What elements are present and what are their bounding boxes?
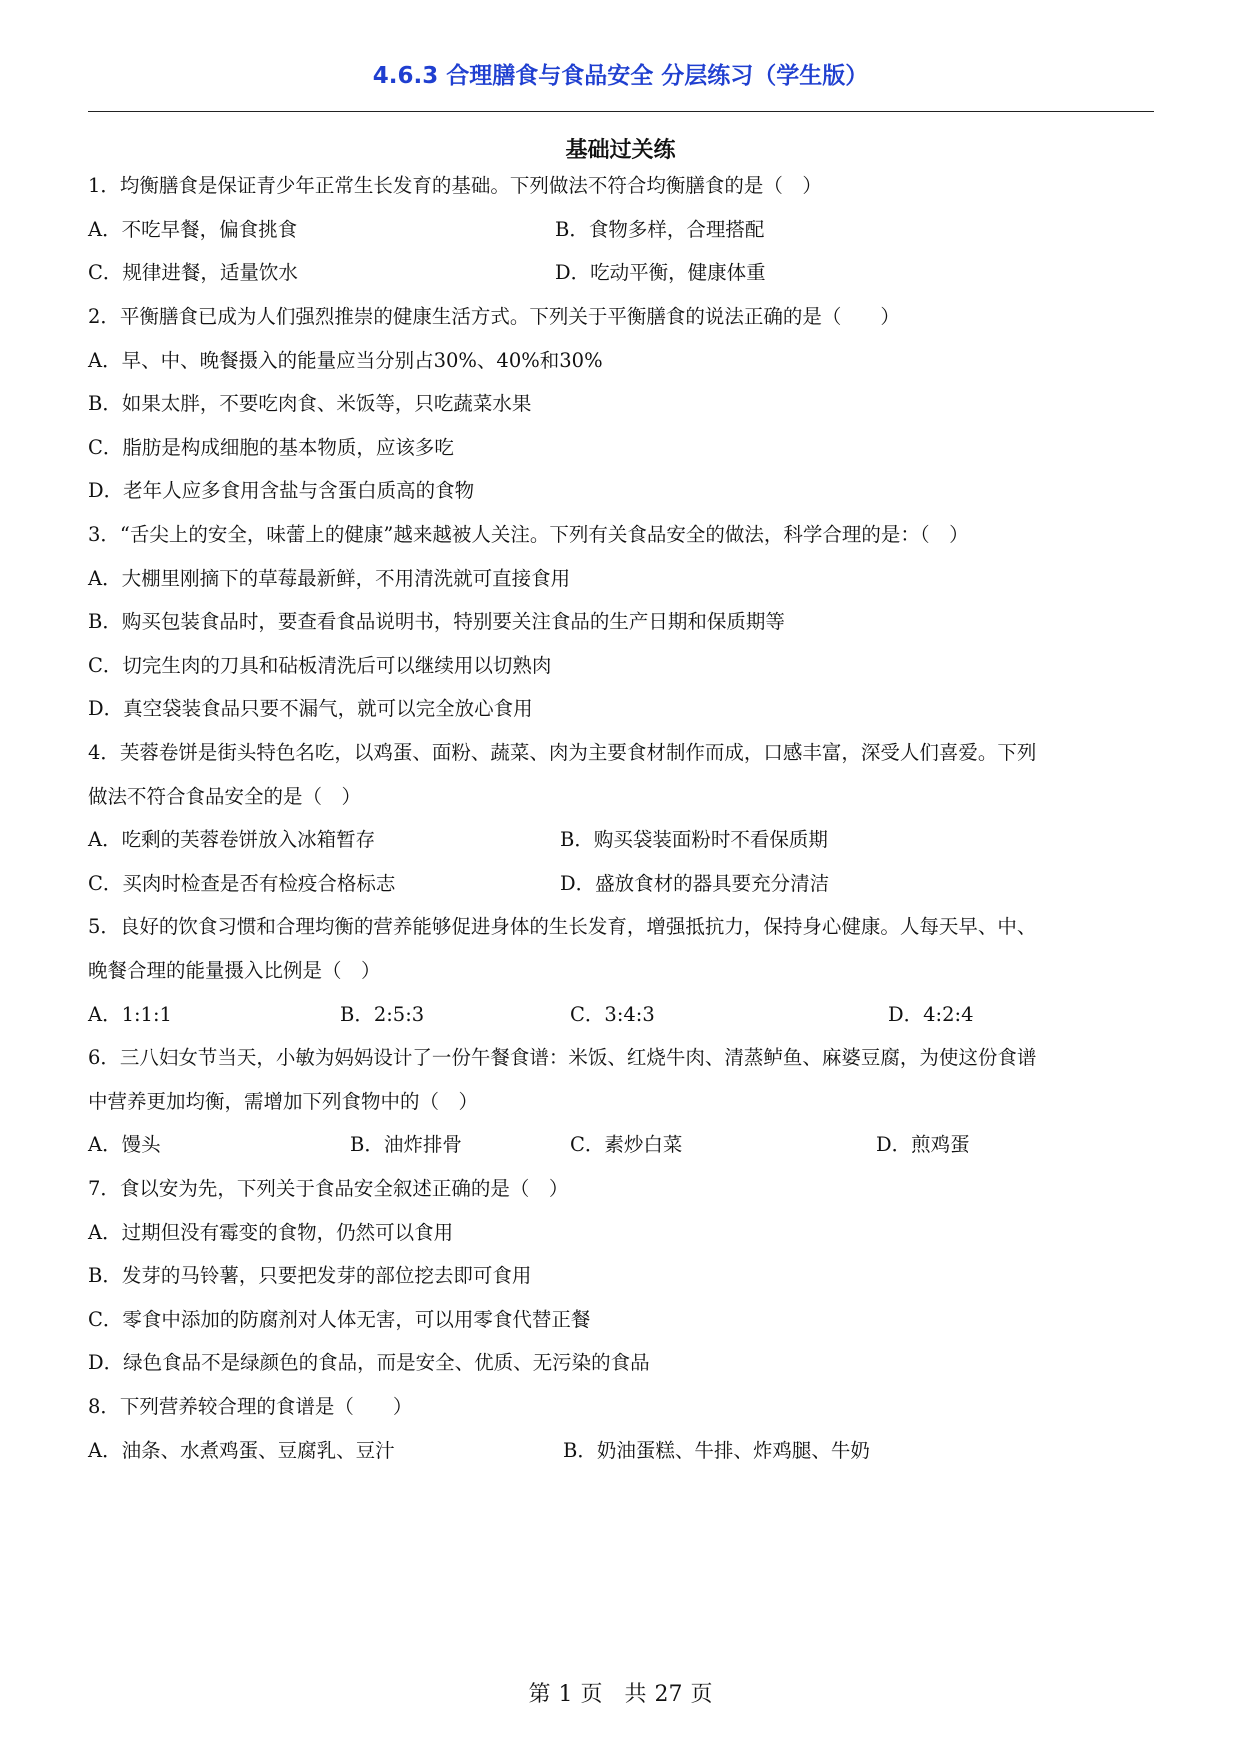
question-4-stem-line-2: 做法不符合食品安全的是（ ） (88, 785, 362, 808)
question-7-option-c: C．零食中添加的防腐剂对人体无害，可以用零食代替正餐 (88, 1308, 591, 1331)
question-8-option-a: A．油条、水煮鸡蛋、豆腐乳、豆汁 (88, 1439, 395, 1462)
footer-suffix: 页 (690, 1682, 713, 1707)
question-7-stem: 7．食以安为先，下列关于食品安全叙述正确的是（ ） (88, 1177, 569, 1200)
question-1-stem: 1．均衡膳食是保证青少年正常生长发育的基础。下列做法不符合均衡膳食的是（ ） (88, 174, 822, 197)
question-1-option-b: B．食物多样，合理搭配 (555, 218, 765, 241)
question-8-option-b: B．奶油蛋糕、牛排、炸鸡腿、牛奶 (563, 1439, 870, 1462)
question-2-option-a: A．早、中、晚餐摄入的能量应当分别占30%、40%和30% (88, 349, 603, 372)
question-5-stem-line-2: 晚餐合理的能量摄入比例是（ ） (88, 959, 381, 982)
question-2-option-c: C．脂肪是构成细胞的基本物质，应该多吃 (88, 436, 454, 459)
question-1-option-d: D．吃动平衡，健康体重 (555, 261, 766, 284)
question-4-stem-line-1: 4．芙蓉卷饼是街头特色名吃，以鸡蛋、面粉、蔬菜、肉为主要食材制作而成，口感丰富，深受人们喜爱。下列 (88, 741, 1037, 764)
current-page-number: 1 (558, 1682, 573, 1707)
question-2-option-d: D．老年人应多食用含盐与含蛋白质高的食物 (88, 479, 475, 502)
question-4-option-b: B．购买袋装面粉时不看保质期 (560, 828, 828, 851)
question-7-option-b: B．发芽的马铃薯，只要把发芽的部位挖去即可食用 (88, 1264, 532, 1287)
question-4-option-d: D．盛放食材的器具要充分清洁 (560, 872, 830, 895)
question-2-stem: 2．平衡膳食已成为人们强烈推崇的健康生活方式。下列关于平衡膳食的说法正确的是（ ） (88, 305, 900, 328)
question-8-stem: 8．下列营养较合理的食谱是（ ） (88, 1395, 413, 1418)
question-3-stem: 3．“舌尖上的安全，味蕾上的健康”越来越被人关注。下列有关食品安全的做法，科学合理的是：（ ） (88, 523, 969, 546)
question-6-option-a: A．馒头 (88, 1133, 161, 1156)
question-3-option-c: C．切完生肉的刀具和砧板清洗后可以继续用以切熟肉 (88, 654, 552, 677)
question-1-option-c: C．规律进餐，适量饮水 (88, 261, 298, 284)
question-7-option-d: D．绿色食品不是绿颜色的食品，而是安全、优质、无污染的食品 (88, 1351, 650, 1374)
question-6-stem-line-1: 6．三八妇女节当天，小敏为妈妈设计了一份午餐食谱：米饭、红烧牛肉、清蒸鲈鱼、麻婆豆腐，为使这份食谱 (88, 1046, 1037, 1069)
question-5-option-c: C．3:4:3 (570, 1003, 655, 1026)
footer-prefix: 第 (528, 1682, 551, 1707)
footer-mid: 页 共 (580, 1682, 647, 1707)
document-title: 4.6.3 合理膳食与食品安全 分层练习（学生版） (372, 63, 869, 89)
question-3-option-a: A．大棚里刚摘下的草莓最新鲜，不用清洗就可直接食用 (88, 567, 571, 590)
question-5-option-b: B．2:5:3 (340, 1003, 425, 1026)
question-5-option-a: A．1:1:1 (88, 1003, 172, 1026)
question-6-stem-line-2: 中营养更加均衡，需增加下列食物中的（ ） (88, 1090, 479, 1113)
question-6-option-d: D．煎鸡蛋 (876, 1133, 970, 1156)
question-1-option-a: A．不吃早餐，偏食挑食 (88, 218, 298, 241)
question-4-option-a: A．吃剩的芙蓉卷饼放入冰箱暂存 (88, 828, 376, 851)
page-footer (0, 1680, 1241, 1710)
question-5-stem-line-1: 5．良好的饮食习惯和合理均衡的营养能够促进身体的生长发育，增强抵抗力，保持身心健康。人每天早、中、 (88, 915, 1037, 938)
title-divider (88, 111, 1154, 112)
question-7-option-a: A．过期但没有霉变的食物，仍然可以食用 (88, 1221, 454, 1244)
question-6-option-b: B．油炸排骨 (350, 1133, 462, 1156)
question-4-option-c: C．买肉时检查是否有检疫合格标志 (88, 872, 396, 895)
question-5-option-d: D．4:2:4 (888, 1003, 974, 1026)
total-page-count: 27 (654, 1682, 683, 1707)
question-6-option-c: C．素炒白菜 (570, 1133, 683, 1156)
question-3-option-d: D．真空袋装食品只要不漏气，就可以完全放心食用 (88, 697, 533, 720)
section-heading: 基础过关练 (565, 138, 676, 163)
question-3-option-b: B．购买包装食品时，要查看食品说明书，特别要关注食品的生产日期和保质期等 (88, 610, 785, 633)
question-2-option-b: B．如果太胖，不要吃肉食、米饭等，只吃蔬菜水果 (88, 392, 532, 415)
